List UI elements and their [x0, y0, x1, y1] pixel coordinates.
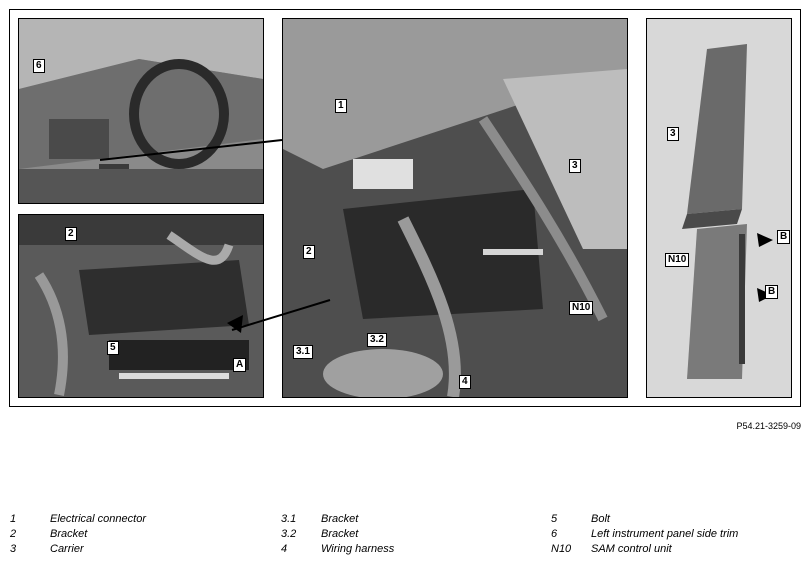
callout-5: 5 — [107, 341, 119, 355]
legend-text: Electrical connector — [50, 513, 146, 525]
callout-N10: N10 — [569, 301, 593, 315]
callout-B-upper: B — [777, 230, 790, 244]
removed-components-illustration — [647, 19, 791, 397]
legend-number: N10 — [551, 543, 572, 555]
callout-3: 3 — [569, 159, 581, 173]
legend-number: 3.2 — [281, 528, 297, 540]
photo-removed-components — [646, 18, 792, 398]
legend-row — [281, 542, 394, 557]
callout-3-1: 3.1 — [293, 345, 313, 359]
callout-4: 4 — [459, 375, 471, 389]
legend-row — [551, 542, 738, 557]
legend-text: Bracket — [50, 528, 88, 540]
legend-text: Carrier — [50, 543, 84, 555]
legend-text: SAM control unit — [591, 543, 672, 555]
legend-text: Bolt — [591, 513, 610, 525]
legend-text: Bracket — [321, 513, 359, 525]
legend-number: 6 — [551, 528, 558, 540]
legend-column-2 — [281, 512, 394, 557]
legend-number: 2 — [10, 528, 17, 540]
callout-B-lower: B — [765, 285, 778, 299]
legend-row — [10, 542, 146, 557]
legend-row — [281, 512, 394, 527]
legend-number: 1 — [10, 513, 17, 525]
legend-text: Wiring harness — [321, 543, 395, 555]
legend-number: 3.1 — [281, 513, 297, 525]
legend-row — [551, 512, 738, 527]
sam-main-illustration — [283, 19, 627, 397]
callout-2-main: 2 — [303, 245, 315, 259]
callout-1: 1 — [335, 99, 347, 113]
legend-number: 3 — [10, 543, 17, 555]
bracket-illustration — [19, 215, 263, 397]
callout-3-removed: 3 — [667, 127, 679, 141]
photo-sam-main-view — [282, 18, 628, 398]
legend-column-3 — [551, 512, 738, 557]
callout-A: A — [233, 358, 246, 372]
legend-number: 5 — [551, 513, 558, 525]
photo-interior-overview — [18, 18, 264, 204]
callout-2: 2 — [65, 227, 77, 241]
photo-bracket-detail — [18, 214, 264, 398]
legend-row — [551, 527, 738, 542]
callout-6: 6 — [33, 59, 45, 73]
legend-row — [281, 527, 394, 542]
figure-id: P54.21-3259-09 — [736, 421, 801, 431]
legend-text: Bracket — [321, 528, 359, 540]
callout-3-2: 3.2 — [367, 333, 387, 347]
legend-column-1 — [10, 512, 146, 557]
legend-row — [10, 512, 146, 527]
legend-text: Left instrument panel side trim — [591, 528, 739, 540]
legend-number: 4 — [281, 543, 288, 555]
callout-N10-removed: N10 — [665, 253, 689, 267]
interior-illustration — [19, 19, 263, 203]
legend-row — [10, 527, 146, 542]
